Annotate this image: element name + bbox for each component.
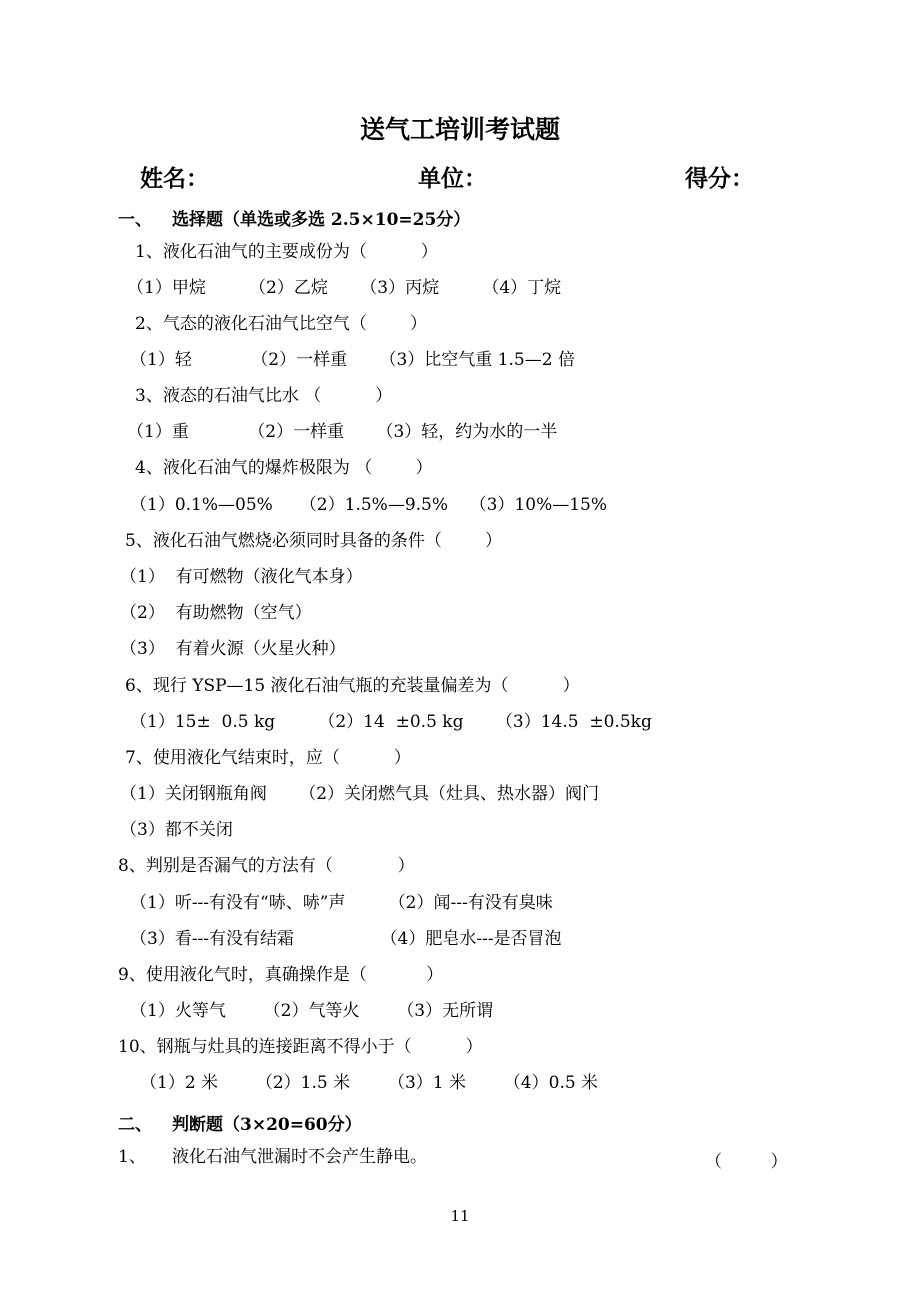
question-7-option-line-2: （3）都不关闭 — [120, 820, 233, 840]
question-10-options: （1）2 米 （2）1.5 米 （3）1 米 （4）0.5 米 — [140, 1073, 599, 1093]
judgment-1-text: 液化石油气泄漏时不会产生静电。 — [172, 1147, 427, 1167]
name-label: 姓名： — [140, 165, 209, 192]
section-1-number: 一、 — [118, 210, 152, 230]
question-8: 8、判别是否漏气的方法有（ ） — [118, 856, 415, 876]
question-5-option-3: （3） 有着火源（火星火种） — [120, 639, 346, 659]
score-label: 得分： — [685, 165, 754, 192]
section-2-heading: 判断题（3×20=60分） — [172, 1115, 362, 1135]
question-5-option-2: （2） 有助燃物（空气） — [120, 603, 312, 623]
question-7-option-line-1: （1）关闭钢瓶角阀 （2）关闭燃气具（灶具、热水器）阀门 — [120, 784, 600, 804]
section-1-heading: 选择题（单选或多选 2.5×10=25分） — [172, 210, 471, 230]
page-number: 11 — [450, 1207, 470, 1225]
question-1: 1、液化石油气的主要成份为（ ） — [135, 242, 438, 262]
question-2: 2、气态的液化石油气比空气（ ） — [135, 314, 428, 334]
exam-title: 送气工培训考试题 — [359, 115, 560, 144]
question-6-options: （1）15± 0.5 kg （2）14 ±0.5 kg （3）14.5 ±0.5kg — [130, 712, 652, 732]
question-10: 10、钢瓶与灶具的连接距离不得小于（ ） — [118, 1037, 483, 1057]
question-5: 5、液化石油气燃烧必须同时具备的条件（ ） — [125, 531, 503, 551]
question-4-options: （1）0.1%—05% （2）1.5%—9.5% （3）10%—15% — [130, 495, 608, 515]
section-2-number: 二、 — [118, 1115, 152, 1135]
question-7: 7、使用液化气结束时，应（ ） — [125, 748, 411, 768]
question-8-option-line-1: （1）听---有没有“哧、哧”声 （2）闻---有没有臭味 — [130, 893, 553, 913]
question-3-options: （1）重 （2）一样重 （3）轻，约为水的一半 — [127, 422, 558, 442]
judgment-1-answer-blank: （ ） — [705, 1152, 788, 1172]
question-3: 3、液态的石油气比水 （ ） — [135, 386, 393, 406]
question-8-option-line-2: （3）看---有没有结霜 （4）肥皂水---是否冒泡 — [130, 929, 562, 949]
question-9-options: （1）火等气 （2）气等火 （3）无所谓 — [130, 1001, 494, 1021]
question-2-options: （1）轻 （2）一样重 （3）比空气重 1.5—2 倍 — [130, 350, 575, 370]
judgment-1-number: 1、 — [118, 1147, 146, 1167]
unit-label: 单位： — [418, 165, 487, 192]
question-6: 6、现行 YSP—15 液化石油气瓶的充装量偏差为（ ） — [125, 676, 580, 696]
question-1-options: （1）甲烷 （2）乙烷 （3）丙烷 （4）丁烷 — [127, 278, 562, 298]
question-5-option-1: （1） 有可燃物（液化气本身） — [120, 567, 363, 587]
question-9: 9、使用液化气时，真确操作是（ ） — [118, 965, 444, 985]
question-4: 4、液化石油气的爆炸极限为 （ ） — [135, 458, 433, 478]
